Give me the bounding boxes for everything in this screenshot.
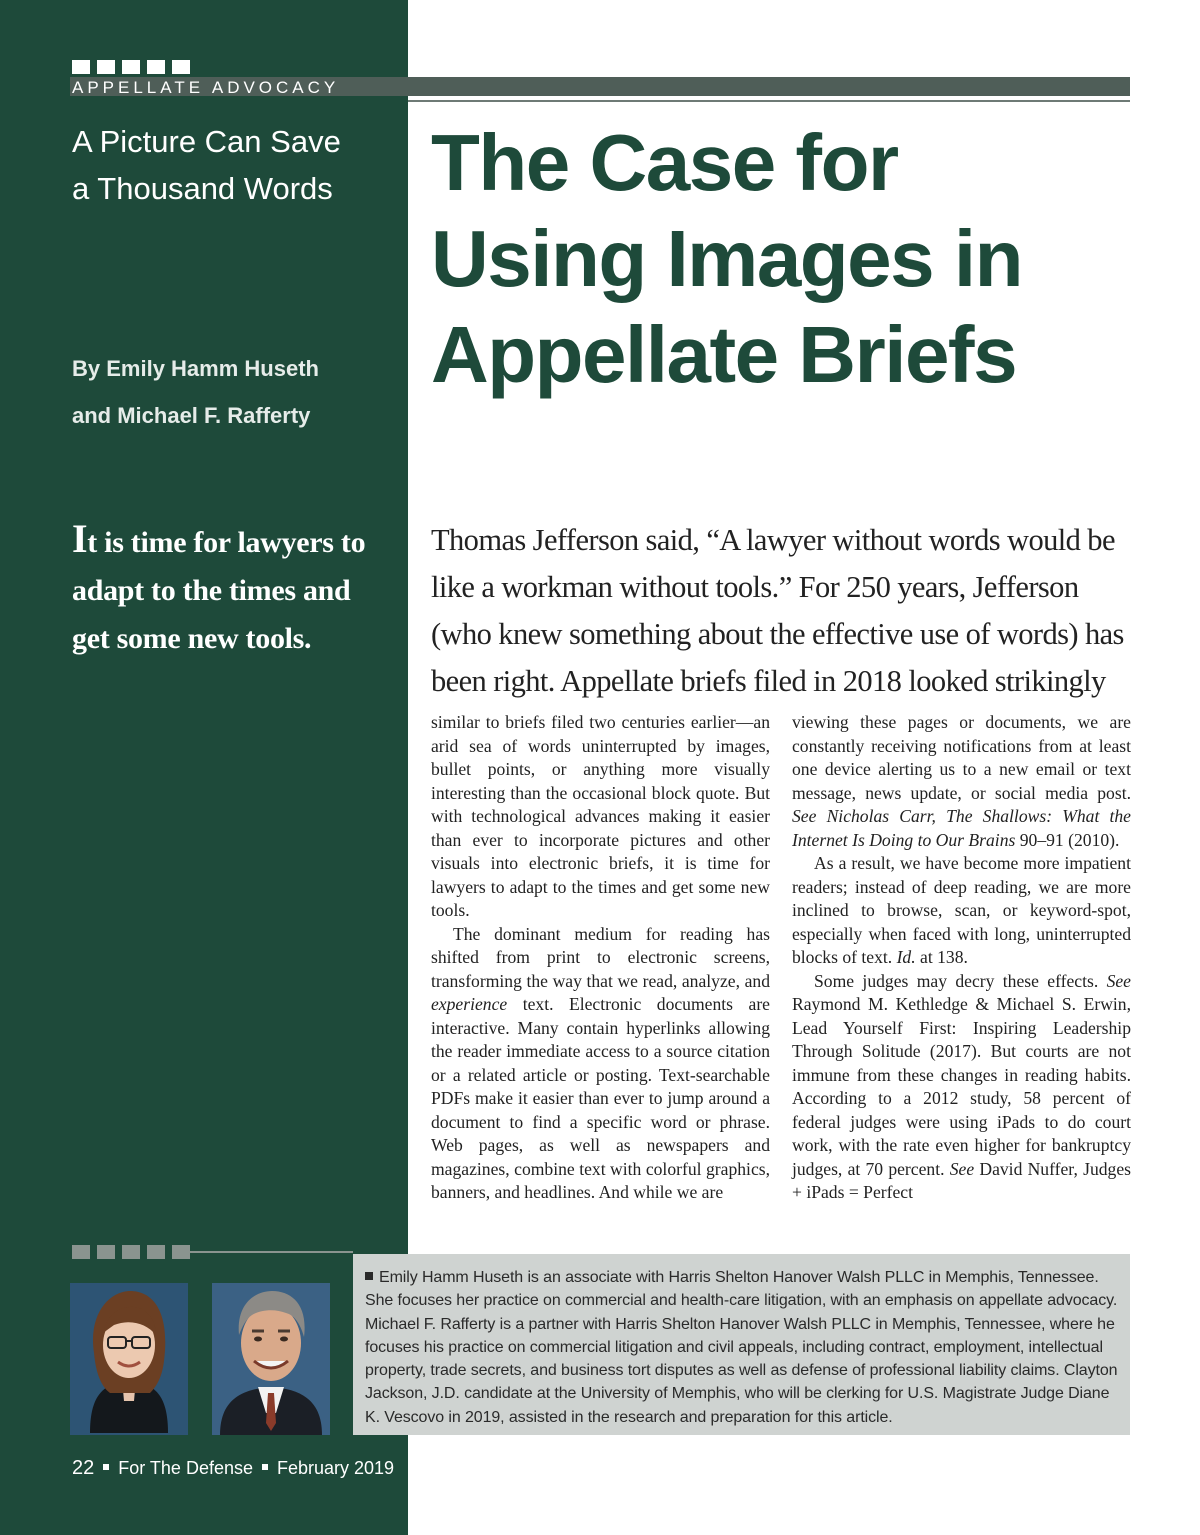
decorative-squares-top (72, 60, 190, 74)
square-icon (97, 60, 115, 74)
body-paragraph (792, 852, 1131, 970)
bullet-square-icon (365, 1272, 373, 1280)
square-icon (147, 1245, 165, 1259)
byline-line-1: By Emily Hamm Huseth (72, 356, 319, 381)
left-panel (0, 0, 408, 1535)
citation-italic: Id. (896, 947, 916, 967)
body-paragraph: similar to briefs filed two centuries earlier—an arid sea of words uninterrupted by images, bullet points, or anything more visually interesting than the occasional block quote. But with technological advances making it easier than ever to incorporate pictures and other visuals into electronic briefs, it is time for lawyers to adapt to the times and get some new tools. (431, 712, 770, 920)
square-icon (122, 1245, 140, 1259)
square-icon (72, 1245, 90, 1259)
citation-italic: See (949, 1158, 975, 1179)
text-run: The dominant medium for reading has shifted from print to electronic screens, transforming the way that we read, analyze, and (431, 923, 770, 991)
body-paragraph (792, 711, 1131, 852)
body-column-1 (431, 711, 770, 1205)
section-label: APPELLATE ADVOCACY (72, 78, 340, 97)
title-line-1: The Case for (431, 118, 898, 207)
text-run: 90–91 (2010). (1015, 829, 1120, 850)
text-run: viewing these pages or documents, we are constantly receiving notifications from at least one device alerting us to a new email or text message, news update, or social media post. (792, 712, 1131, 803)
pull-quote-drop-letter: I (72, 516, 88, 561)
title-line-3: Appellate Briefs (431, 310, 1017, 399)
pull-quote-text: t is time for lawyers to adapt to the times and get some new tools. (72, 526, 366, 655)
text-run: David Nuffer, Judges + iPads = Perfect (792, 1158, 1131, 1202)
citation-italic: See Nicholas Carr, The Shallows: What the Internet Is Doing to Our Brains (792, 806, 1131, 850)
author-bio (365, 1266, 1120, 1429)
subtitle-line-1: A Picture Can Save (72, 124, 341, 159)
text-run: Raymond M. Kethledge & Michael S. Erwin, Lead Yourself First: Inspiring Leadership Through Solitude (2017). But courts are not immune from these changes in reading habits. According to a 2012 study, 58 percent of federal judges were using iPads to do court work, with the rate even higher for bankruptcy judges, at 70 percent. (792, 994, 1131, 1179)
text-run: at 138. (915, 947, 968, 967)
body-column-2 (792, 711, 1131, 1205)
page-footer (72, 1456, 394, 1480)
publication-name: For The Defense (118, 1458, 253, 1478)
pull-quote (72, 515, 392, 663)
body-paragraph (431, 923, 770, 1205)
section-rule-thin (408, 100, 1130, 102)
square-icon (147, 60, 165, 74)
man-portrait-icon (212, 1283, 330, 1435)
square-icon (97, 1245, 115, 1259)
article-title (431, 115, 1171, 403)
author-photo-emily (70, 1283, 188, 1435)
page-number: 22 (72, 1457, 95, 1479)
citation-italic: See (1106, 970, 1131, 991)
subtitle-line-2: a Thousand Words (72, 171, 333, 206)
decorative-squares-bottom (72, 1245, 190, 1259)
square-icon (122, 60, 140, 74)
lead-paragraph: Thomas Jefferson said, “A lawyer without words would be like a workman without tools.” For 250 years, Jefferson (who knew something about the effective use of words) has been right. Appellate briefs filed in 2018 looked strikingly (431, 523, 1124, 698)
title-line-2: Using Images in (431, 214, 1022, 303)
issue-date: February 2019 (277, 1458, 395, 1478)
square-icon (72, 60, 90, 74)
body-paragraph (792, 970, 1131, 1205)
author-bio-text: Emily Hamm Huseth is an associate with Harris Shelton Hanover Walsh PLLC in Memphis, Tennessee. She focuses her practice on commercial and health-care litigation, with an emphasis on appellate advocacy. Michael F. Rafferty is a partner with Harris Shelton Hanover Walsh PLLC in Memphis, Tennessee, where he focuses his practice on commercial litigation and civil appeals, including contract, employment, intellectual property, trade secrets, and business tort disputes as well as defense of professional liability claims. Clayton Jackson, J.D. candidate at the University of Memphis, who will be clerking for U.S. Magistrate Judge Diane K. Vescovo in 2019, assisted in the research and preparation for this article. (365, 1269, 1118, 1426)
bio-rule (180, 1251, 353, 1253)
article-subtitle (72, 118, 392, 212)
emphasis-text: experience (431, 994, 508, 1014)
square-icon (172, 60, 190, 74)
byline (72, 345, 392, 439)
byline-line-2: and Michael F. Rafferty (72, 403, 311, 428)
author-photo-michael (212, 1283, 330, 1435)
footer-separator-icon (262, 1464, 268, 1470)
text-run: text. Electronic documents are interactive. Many contain hyperlinks allowing the reader immediate access to a source citation or a related article or posting. Text-searchable PDFs make it easier than ever to jump around a document to find a specific word or phrase. Web pages, as well as newspapers and magazines, combine text with colorful graphics, banners, and headlines. And while we are (431, 994, 770, 1202)
text-run: Some judges may decry these effects. (814, 970, 1107, 991)
footer-separator-icon (103, 1464, 109, 1470)
woman-portrait-icon (70, 1283, 188, 1435)
text-run: As a result, we have become more impatient readers; instead of deep reading, we are more inclined to browse, scan, or keyword-spot, especially when faced with long, uninterrupted blocks of text. (792, 853, 1131, 967)
